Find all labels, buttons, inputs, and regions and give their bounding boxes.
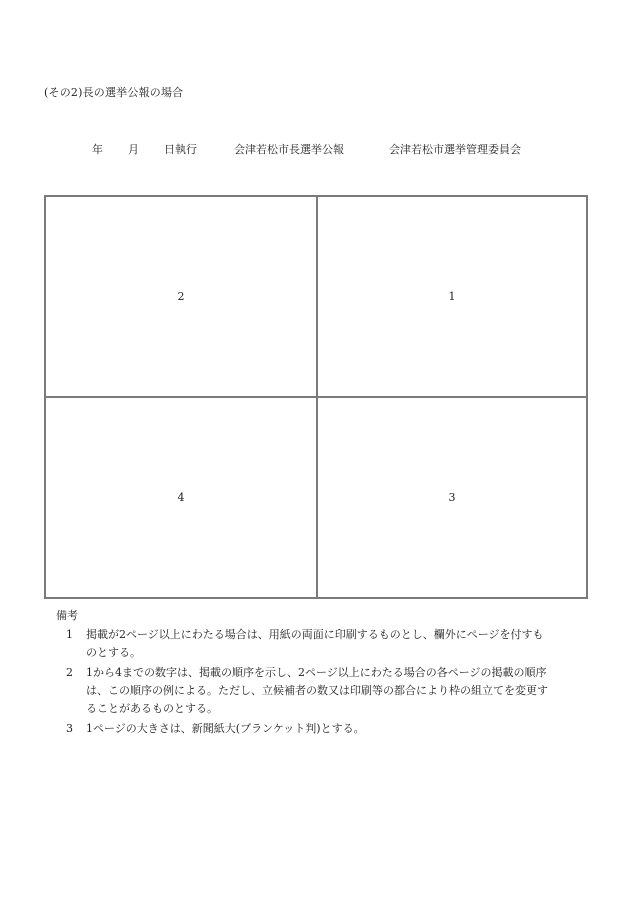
remark-text [66,720,586,738]
grid-cell-top-left [46,197,316,396]
remark-line: 掲載が2ページ以上にわたる場合は、用紙の両面に印刷するものとし、欄外にページを付すも [86,628,544,641]
page-order-number: 2 [177,290,185,303]
grid-cell-bottom-right [318,398,586,597]
year-label: 年 [92,143,103,156]
remark-item [66,664,586,718]
day-issue-label: 日執行 [164,143,197,156]
page-layout-grid [44,195,588,599]
remark-text [66,626,586,662]
remark-item [66,720,586,738]
grid-horizontal-divider [46,396,586,398]
remark-number: 1 [66,628,73,641]
remark-text [66,664,586,718]
remark-line: 1から4までの数字は、掲載の順序を示し、2ページ以上にわたる場合の各ページの掲載の順序 [86,666,547,679]
page-order-number: 1 [448,290,456,303]
remarks-title: 備考 [56,609,78,622]
grid-cell-top-right [318,197,586,396]
month-label: 月 [128,143,139,156]
page-order-number: 4 [177,491,185,504]
remark-line: は、この順序の例による。ただし、立候補者の数又は印刷等の都合により枠の組立てを変更す [86,684,548,697]
grid-cell-bottom-left [46,398,316,597]
form-heading: (その2)長の選挙公報の場合 [44,86,184,99]
remark-line: のとする。 [86,646,141,659]
committee-name: 会津若松市選挙管理委員会 [389,143,521,156]
remark-number: 3 [66,722,73,735]
remark-number: 2 [66,666,73,679]
bulletin-title: 会津若松市長選挙公報 [234,143,344,156]
remark-line: 1ページの大きさは、新聞紙大(ブランケット判)とする。 [86,722,365,735]
page-order-number: 3 [448,491,456,504]
remark-line: ることがあるものとする。 [86,702,218,715]
remark-item [66,626,586,662]
